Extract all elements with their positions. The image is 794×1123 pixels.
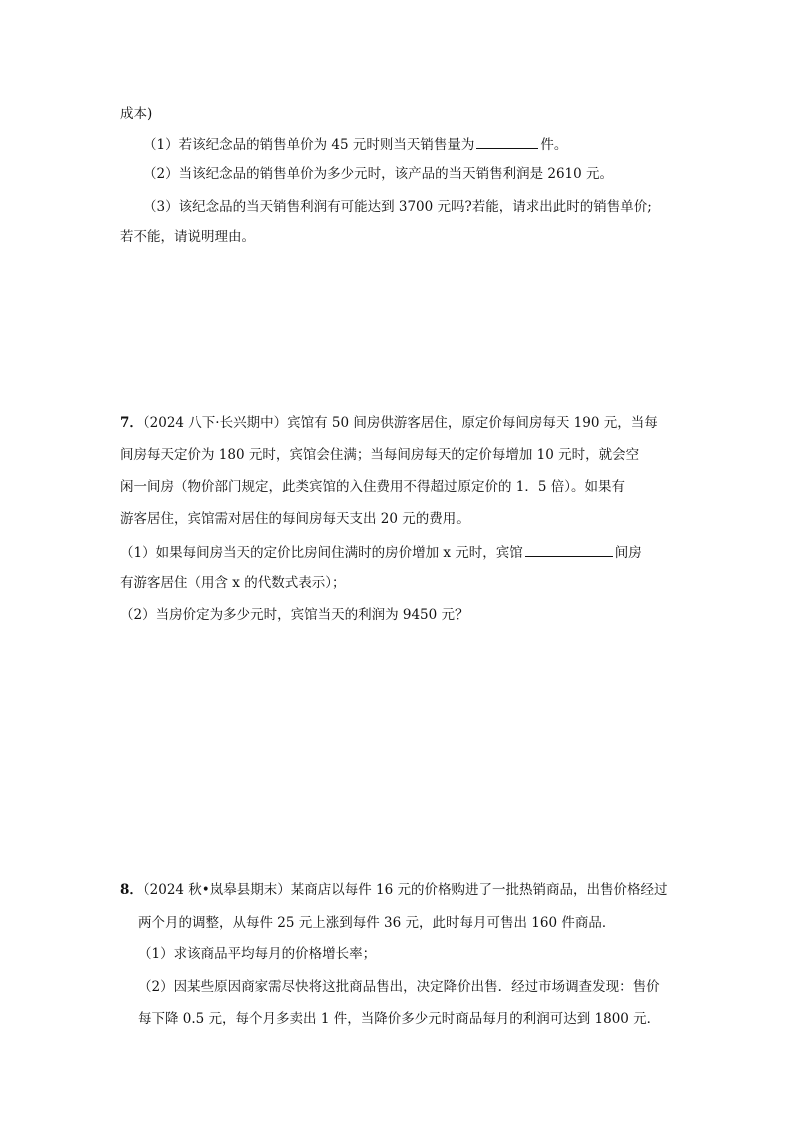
q8-part1: （1）求该商品平均每月的价格增长率； [138,946,377,962]
q8-stem-line1: 8．（2024 秋•岚皋县期末）某商店以每件 16 元的价格购进了一批热销商品，出售价格经过 [120,882,668,898]
answer-blank[interactable] [476,134,538,149]
q6-continuation: 成本) [120,106,153,122]
q7-stem-line2: 间房每天定价为 180 元时，宾馆会住满；当每间房每天的定价每增加 10 元时，就会空 [120,447,640,463]
q6-part2: （2）当该纪念品的销售单价为多少元时，该产品的当天销售利润是 2610 元。 [143,166,614,182]
question-number: 7． [120,415,143,431]
q7-part1: （1）如果每间房当天的定价比房间住满时的房价增加 x 元时，宾馆 间房 [120,542,642,562]
q8-part2-line2: 每下降 0.5 元，每个月多卖出 1 件，当降价多少元时商品每月的利润可达到 1800 元． [138,1011,661,1027]
q7-stem-line4: 游客居住，宾馆需对居住的每间房每天支出 20 元的费用。 [120,511,470,527]
q7-stem-line3: 闲一间房（物价部门规定，此类宾馆的入住费用不得超过原定价的 1．5 倍）。如果有 [120,479,626,495]
question-number: 8． [120,882,143,898]
q8-stem-line2: 两个月的调整，从每件 25 元上涨到每件 36 元，此时每月可售出 160 件商品． [138,915,616,931]
answer-blank[interactable] [525,542,613,557]
q7-part2: （2）当房价定为多少元时，宾馆当天的利润为 9450 元？ [120,607,469,623]
q7-stem-line1: 7．（2024 八下·长兴期中）宾馆有 50 间房供游客居住，原定价每间房每天 190 元，当每 [120,415,658,431]
q6-part1: （1）若该纪念品的销售单价为 45 元时则当天销售量为 件。 [143,134,567,154]
q6-part3-line2: 若不能，请说明理由。 [120,229,255,245]
q8-part2-line1: （2）因某些原因商家需尽快将这批商品售出，决定降价出售．经过市场调查发现：售价 [138,979,660,995]
q7-part1-line2: 有游客居住（用含 x 的代数式表示）； [120,575,346,591]
q6-part3-line1: （3）该纪念品的当天销售利润有可能达到 3700 元吗?若能，请求出此时的销售单价; [143,199,652,215]
